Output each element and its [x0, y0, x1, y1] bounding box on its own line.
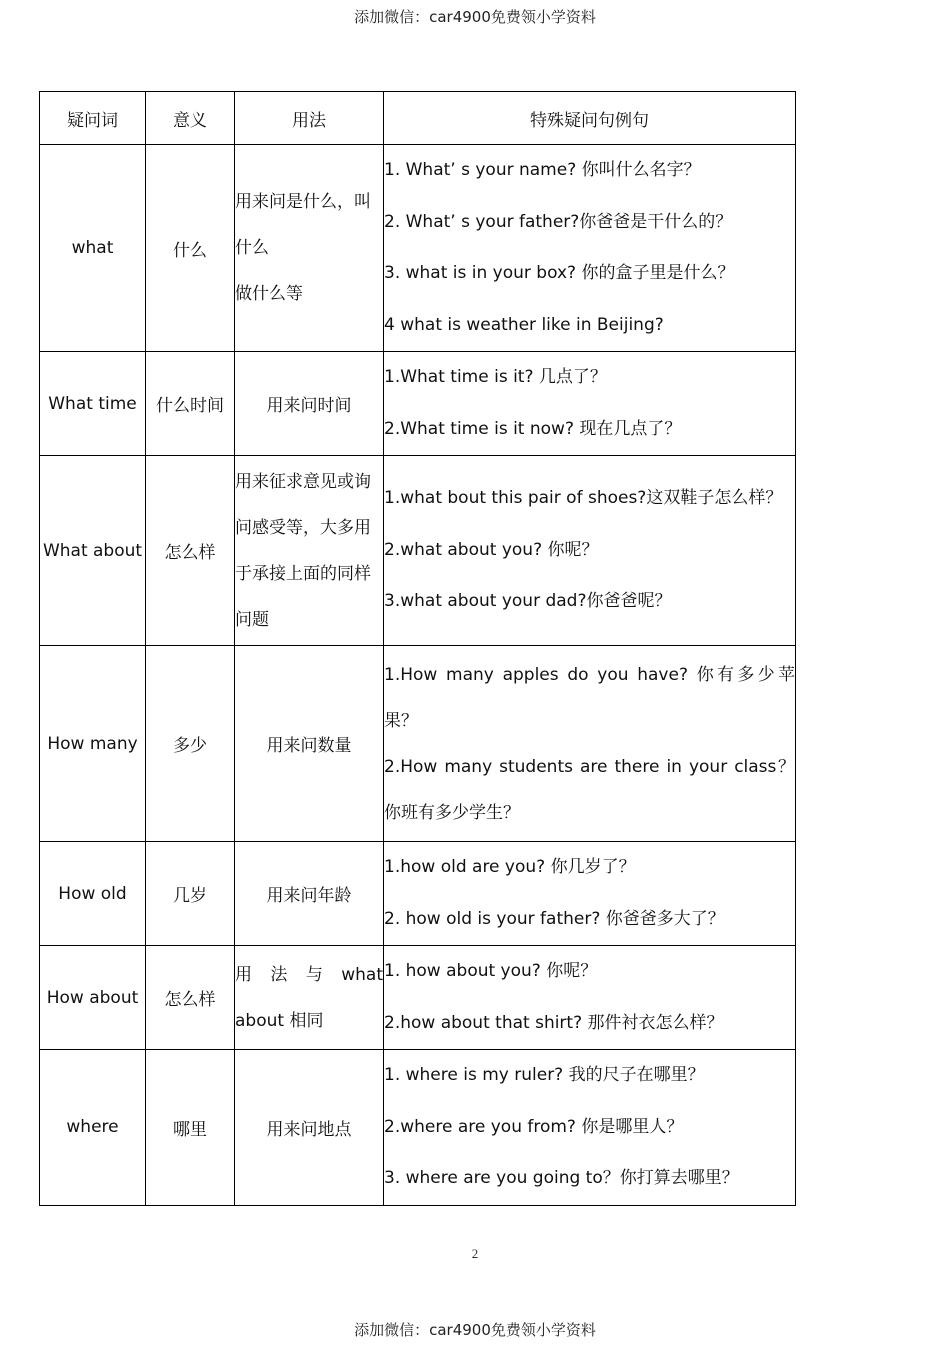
- examples-cell: [384, 842, 796, 946]
- example-sentence: 2. What’ s your father?你爸爸是干什么的？: [384, 211, 733, 232]
- table-header-row: [40, 92, 796, 145]
- header-watermark-note: 添加微信：car4900免费领小学资料: [354, 8, 596, 26]
- example-sentence: 4 what is weather like in Beijing?: [384, 314, 664, 335]
- question-word-cell: How many: [40, 646, 146, 842]
- usage-cell: [235, 456, 384, 646]
- usage-cell: 用来问地点: [235, 1050, 384, 1206]
- example-sentence: 3. what is in your box? 你的盒子里是什么？: [384, 263, 735, 283]
- examples-cell: [384, 1050, 796, 1206]
- example-sentence: 1. where is my ruler? 我的尺子在哪里？: [384, 1065, 705, 1085]
- usage-cell: [235, 145, 384, 352]
- question-word-cell: What about: [40, 456, 146, 646]
- question-word-cell: what: [40, 145, 146, 352]
- usage-line: 用 法 与 what: [235, 964, 383, 985]
- example-sentence: 1.How many apples do you have? 你有多少苹果？: [384, 664, 795, 731]
- footer-watermark-note: 添加微信：car4900免费领小学资料: [354, 1321, 596, 1339]
- question-words-table: [39, 91, 796, 1206]
- table-row: [40, 1050, 796, 1206]
- usage-cell: [235, 946, 384, 1050]
- header-examples: 特殊疑问句例句: [384, 92, 796, 145]
- usage-line: about 相同: [235, 1010, 324, 1031]
- usage-cell: 用来问年龄: [235, 842, 384, 946]
- example-sentence: 2.how about that shirt? 那件衬衣怎么样？: [384, 1012, 724, 1033]
- page-number: 2: [471, 1246, 479, 1261]
- example-sentence: 1. how about you? 你呢？: [384, 961, 598, 981]
- meaning-cell: 什么时间: [146, 352, 235, 456]
- meaning-cell: 怎么样: [146, 456, 235, 646]
- examples-cell: [384, 946, 796, 1050]
- table-row: [40, 946, 796, 1050]
- example-sentence: 3.what about your dad?你爸爸呢？: [384, 591, 672, 612]
- example-sentence: 2.How many students are there in your class？你班有多少学生？: [384, 756, 795, 823]
- usage-line: 什么: [235, 238, 269, 258]
- usage-cell: 用来问时间: [235, 352, 384, 456]
- header-question-word: 疑问词: [40, 92, 146, 145]
- table-row: [40, 456, 796, 646]
- meaning-cell: 几岁: [146, 842, 235, 946]
- question-word-cell: How old: [40, 842, 146, 946]
- examples-cell: [384, 456, 796, 646]
- meaning-cell: 多少: [146, 646, 235, 842]
- question-word-cell: What time: [40, 352, 146, 456]
- example-sentence: 2.where are you from? 你是哪里人？: [384, 1116, 684, 1137]
- example-sentence: 2. how old is your father? 你爸爸多大了？: [384, 908, 725, 929]
- examples-cell: [384, 646, 796, 842]
- table-row: [40, 352, 796, 456]
- usage-line: 问感受等，大多用: [235, 517, 371, 538]
- header-usage: 用法: [235, 92, 384, 145]
- usage-cell: 用来问数量: [235, 646, 384, 842]
- example-sentence: 2.what about you? 你呢？: [384, 539, 599, 560]
- table-row: [40, 842, 796, 946]
- example-sentence: 2.What time is it now? 现在几点了？: [384, 418, 682, 439]
- example-sentence: 1.how old are you? 你几岁了？: [384, 857, 636, 877]
- example-sentence: 3. where are you going to？你打算去哪里？: [384, 1168, 739, 1188]
- table-row: [40, 145, 796, 352]
- question-word-cell: How about: [40, 946, 146, 1050]
- header-meaning: 意义: [146, 92, 235, 145]
- usage-line: 用来问是什么，叫: [235, 192, 371, 212]
- examples-cell: [384, 145, 796, 352]
- meaning-cell: 哪里: [146, 1050, 235, 1206]
- examples-cell: [384, 352, 796, 456]
- usage-line: 用来征求意见或询: [235, 471, 371, 492]
- table-row: [40, 646, 796, 842]
- question-word-cell: where: [40, 1050, 146, 1206]
- usage-line: 问题: [235, 609, 269, 630]
- meaning-cell: 怎么样: [146, 946, 235, 1050]
- example-sentence: 1. What’ s your name? 你叫什么名字？: [384, 160, 701, 180]
- usage-line: 于承接上面的同样: [235, 563, 371, 584]
- usage-line: 做什么等: [235, 284, 303, 304]
- example-sentence: 1.What time is it? 几点了？: [384, 367, 607, 387]
- meaning-cell: 什么: [146, 145, 235, 352]
- example-sentence: 1.what bout this pair of shoes?这双鞋子怎么样？: [384, 488, 783, 509]
